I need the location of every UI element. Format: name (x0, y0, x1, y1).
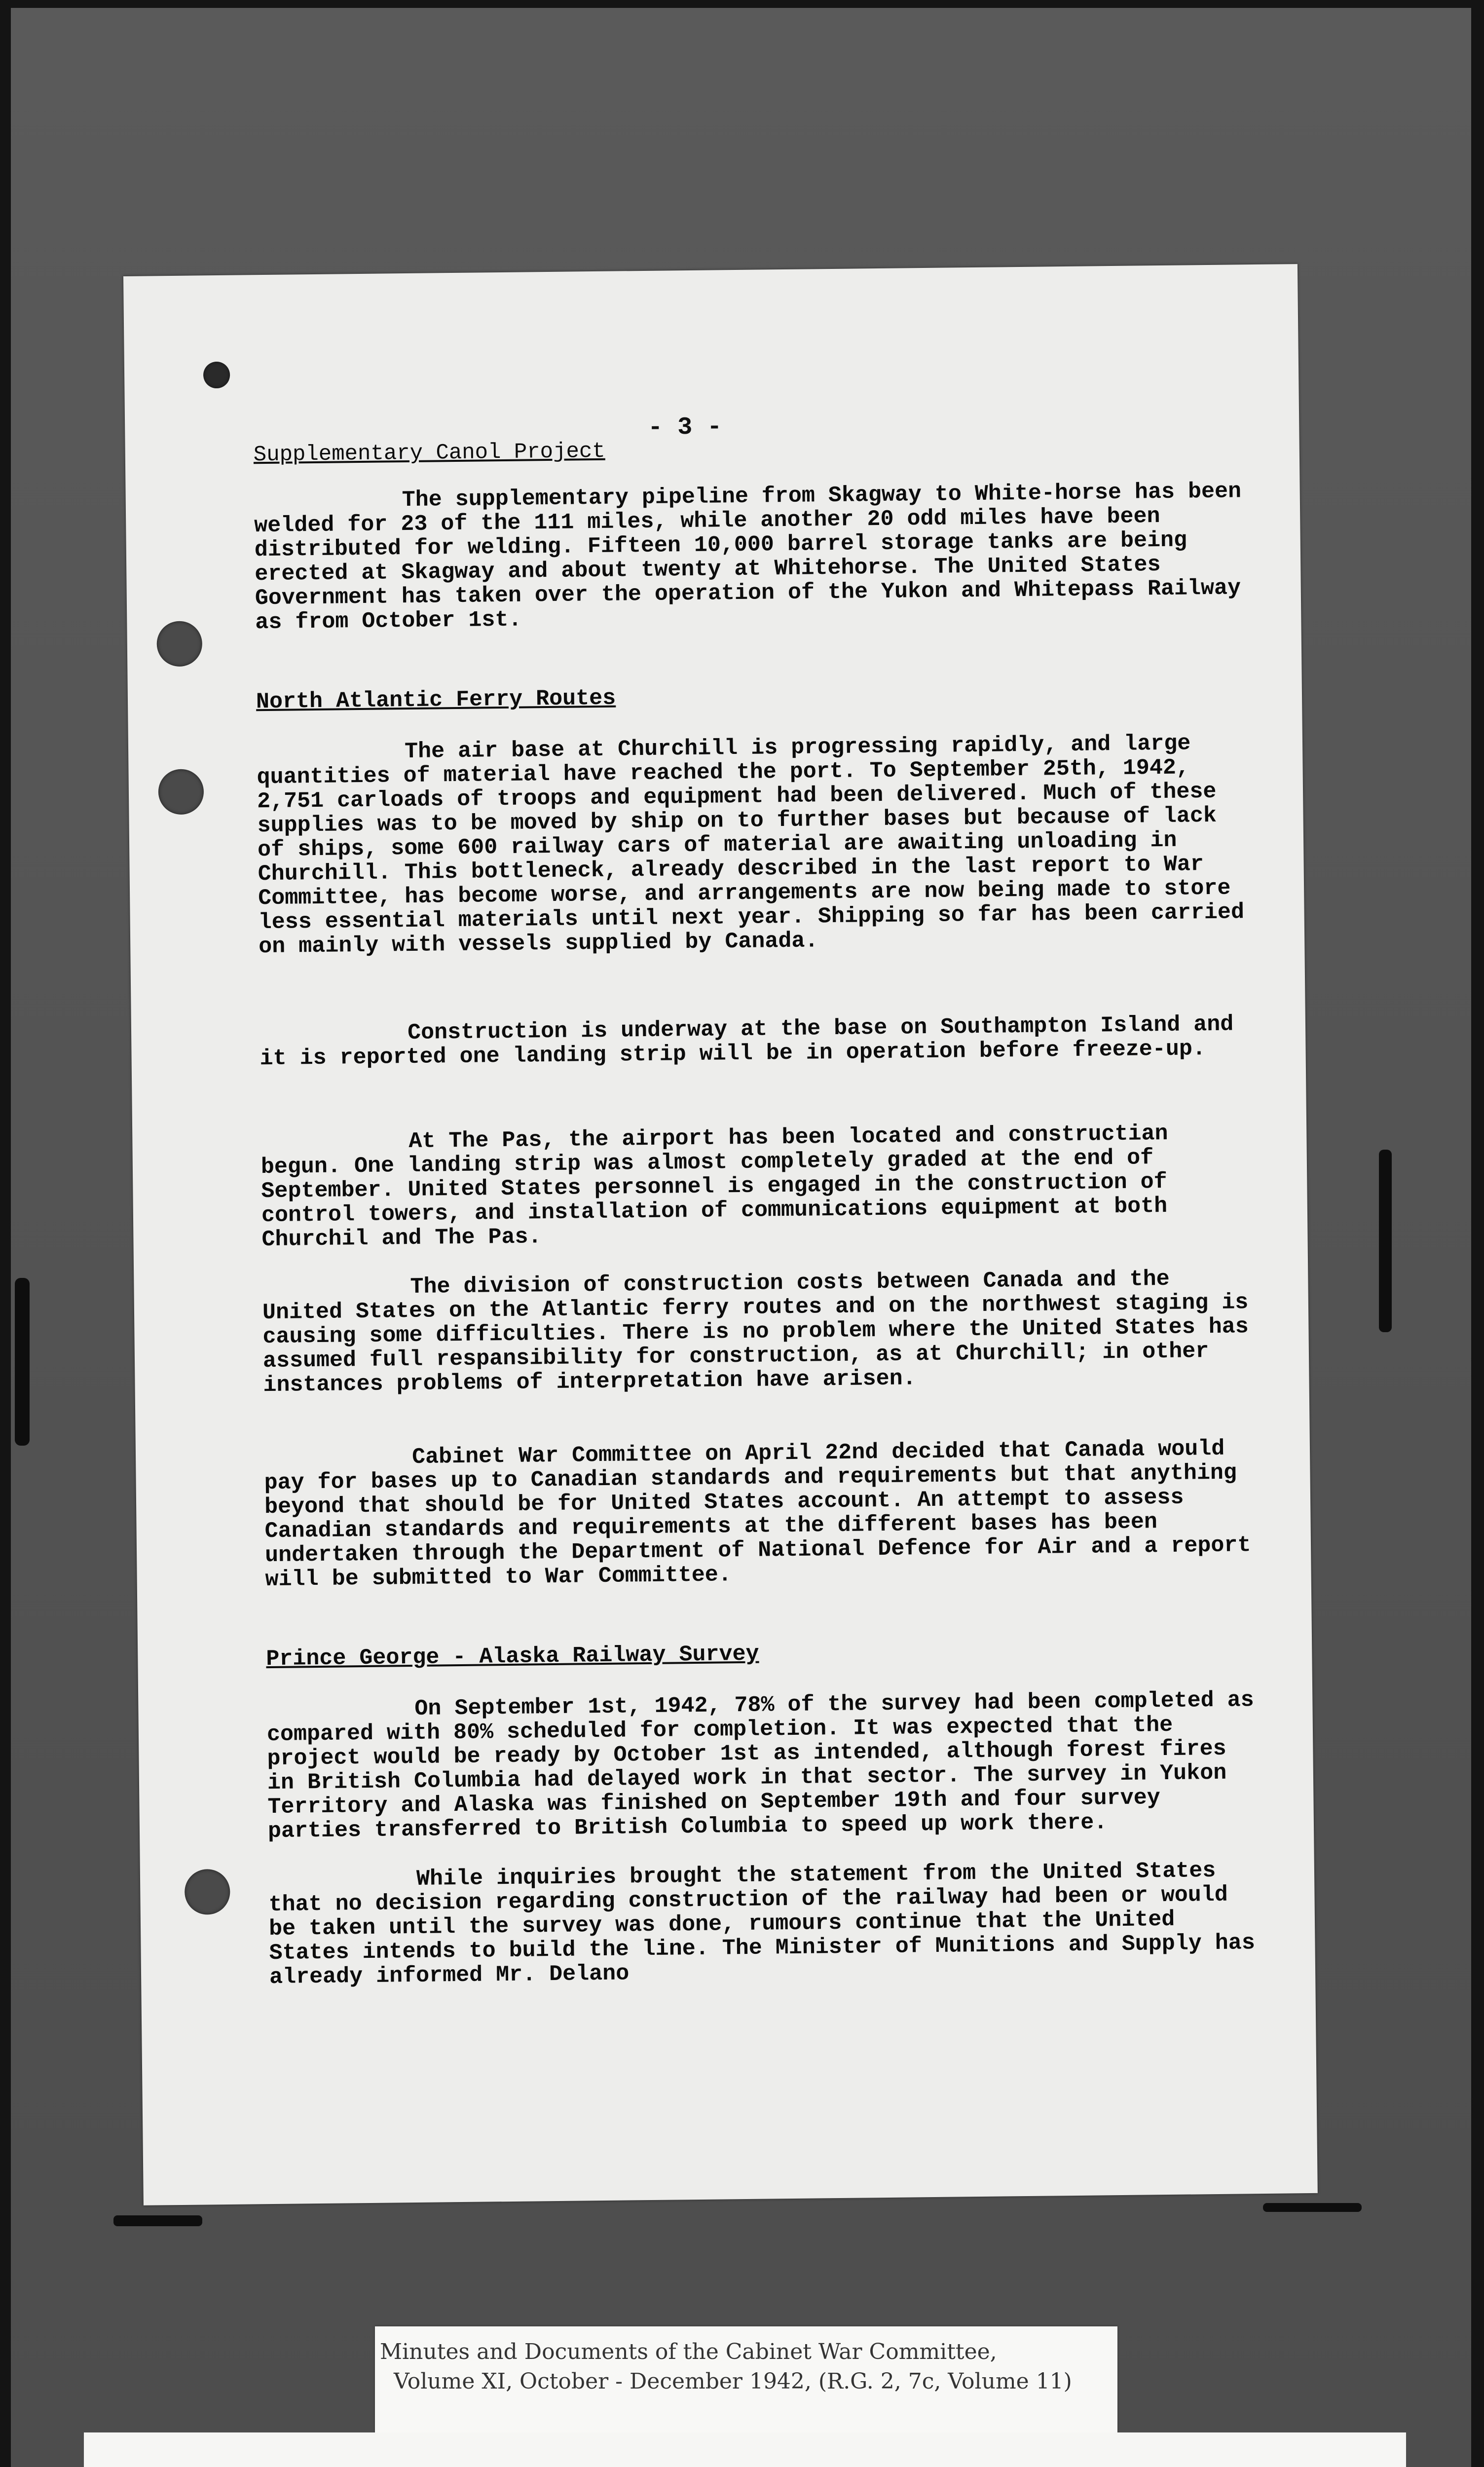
page-number: - 3 - (647, 413, 722, 442)
section-title: Supplementary Canol Project (253, 439, 605, 468)
paragraph: The division of construction costs between Canada and the United States on the Atlantic ferry routes and on the northwest staging is causing some difficulties. There is no problem where the United States has assumed full respansibility for construction, as at Churchill; in other instances problems of interpretation have arisen. (262, 1266, 1249, 1398)
punch-hole (203, 362, 230, 389)
punch-hole (185, 1869, 230, 1915)
paragraph: The supplementary pipeline from Skagway to White-horse has been welded for 23 of the 111 miles, while another 20 odd miles have been distributed for welding. Fifteen 10,000 barrel storage tanks are being erected at Skagway and about twenty at Whitehorse. The United States Government has taken over the operation of the Yukon and Whitepass Railway as from October 1st. (254, 479, 1242, 635)
section-title: Prince George - Alaska Railway Survey (266, 1641, 759, 1672)
bottom-left-mark (113, 2215, 202, 2226)
section-title: North Atlantic Ferry Routes (256, 685, 616, 715)
punch-hole (156, 621, 202, 667)
punch-hole (158, 769, 204, 815)
paragraph: While inquiries brought the statement from the United States that no decision regarding construction of the railway had been or would be taken until the survey was done, rumours continue that the United States intends to build the line. The Minister of Munitions and Supply has already informed Mr. Delano (268, 1858, 1256, 1990)
document-page (123, 264, 1318, 2205)
paragraph: At The Pas, the airport has been located and constructian begun. One landing strip was almost completely graded at the end of September. United States personnel is engaged in the construction of control towers, and installation of communications equipment at both Churchil and The Pas. (260, 1121, 1168, 1253)
paragraph: On September 1st, 1942, 78% of the survey had been completed as compared with 80% scheduled for completion. It was expected that the project would be ready by October 1st as intended, although forest fires in British Columbia had delayed work in that sector. The survey in Yukon Territory and Alaska was finished on September 19th and four survey parties transferred to British Columbia to speed up work there. (266, 1687, 1254, 1844)
left-edge-mark (15, 1278, 30, 1446)
archive-reference-line: Volume XI, October - December 1942, (R.G. 2, 7c, Volume 11) (380, 2369, 1072, 2394)
right-edge-mark (1379, 1150, 1392, 1332)
public-archives-card (84, 2432, 1406, 2467)
paragraph: The air base at Churchill is progressing rapidly, and large quantities of material have reached the port. To September 25th, 1942, 2,751 carloads of troops and equipment had been delivered. Much of these supplies was to be moved by ship on to further bases but because of lack of ships, some 600 railway cars of material are awaiting unloading in Churchill. This bottleneck, already described in the last report to War Committee, has become worse, and arrangements are now being made to store less essential materials until next year. Shipping so far has been carried on mainly with vessels supplied by Canada. (257, 731, 1245, 960)
paragraph: Cabinet War Committee on April 22nd decided that Canada would pay for bases up to Canadian standards and requirements but that anything beyond that should be for United States account. An attempt to assess Canadian standards and requirements at the different bases has been undertaken through the Department of National Defence for Air and a report will be submitted to War Committee. (264, 1436, 1251, 1593)
paragraph: Construction is underway at the base on Southampton Island and it is reported one landing strip will be in operation before freeze-up. (260, 1011, 1234, 1072)
archive-reference-label (375, 2326, 1117, 2435)
bottom-right-mark (1263, 2203, 1362, 2212)
archive-reference-line: Minutes and Documents of the Cabinet War Committee, (380, 2339, 997, 2364)
